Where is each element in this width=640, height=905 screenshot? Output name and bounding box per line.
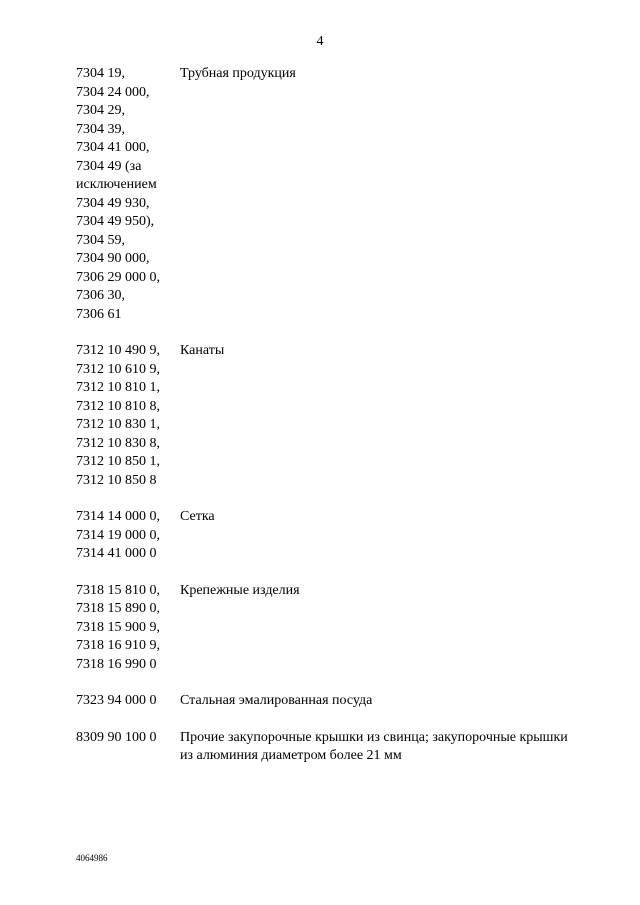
- entry-codes: [76, 729, 180, 766]
- entry-code: 7312 10 850 8: [76, 472, 157, 488]
- entry-description: Сетка: [180, 509, 215, 524]
- entry-code: 7312 10 490 9,: [76, 343, 160, 358]
- entry-enamel-cookware: [76, 692, 576, 711]
- entry-code: 7312 10 810 1,: [76, 380, 160, 395]
- entry-code: 7306 61: [76, 306, 122, 322]
- entry-pipe-products: [76, 65, 576, 324]
- entry-code: 8309 90 100 0: [76, 729, 157, 745]
- entry-ropes: [76, 342, 576, 490]
- entry-codes: [76, 508, 180, 564]
- entry-description: Крепежные изделия: [180, 582, 300, 598]
- entry-code: 7304 49 930,: [76, 195, 150, 211]
- entry-codes: [76, 342, 180, 490]
- entry-code: 7318 16 990 0: [76, 656, 157, 672]
- entry-code: 7314 14 000 0,: [76, 509, 160, 524]
- entry-code: 7318 15 900 9,: [76, 619, 160, 635]
- entry-code: 7318 16 910 9,: [76, 638, 160, 653]
- entry-code: 7312 10 830 8,: [76, 435, 160, 451]
- entry-code: 7304 49 (за: [76, 158, 142, 174]
- entry-code: 7304 59,: [76, 232, 125, 248]
- entry-description: Трубная продукция: [180, 66, 296, 81]
- entry-code: 7312 10 810 8,: [76, 398, 160, 414]
- entry-description: Стальная эмалированная посуда: [180, 693, 373, 708]
- entry-description: Прочие закупорочные крышки из свинца; закупорочные крышки из алюминия диаметром более 21 мм: [180, 729, 568, 763]
- entry-code: 7304 39,: [76, 121, 125, 137]
- page-number: 4: [316, 34, 324, 49]
- entry-code: 7306 30,: [76, 288, 125, 303]
- entry-code: 7306 29 000 0,: [76, 269, 160, 285]
- entry-code: 7304 90 000,: [76, 251, 150, 266]
- entry-code: 7318 15 890 0,: [76, 601, 160, 616]
- entry-code: 7314 41 000 0: [76, 546, 157, 561]
- entry-codes: [76, 692, 180, 711]
- entry-code: 7304 49 950),: [76, 214, 155, 229]
- entry-code: 7312 10 850 1,: [76, 454, 160, 469]
- entry-code: 7318 15 810 0,: [76, 582, 160, 598]
- entry-code: 7312 10 830 1,: [76, 417, 160, 432]
- entry-fasteners: [76, 582, 576, 675]
- entry-description: Канаты: [180, 343, 225, 358]
- entry-code: 7304 24 000,: [76, 84, 150, 100]
- entry-code: 7304 19,: [76, 66, 125, 81]
- entry-code: 7304 41 000,: [76, 140, 150, 155]
- entry-code: 7312 10 610 9,: [76, 361, 160, 377]
- entry-code: 7314 19 000 0,: [76, 527, 160, 543]
- entry-closures: [76, 729, 576, 766]
- entry-mesh: [76, 508, 576, 564]
- entry-code: 7323 94 000 0: [76, 693, 157, 708]
- document-id: 4064986: [76, 853, 108, 863]
- entry-codes: [76, 582, 180, 675]
- tariff-entries: [76, 65, 576, 784]
- entry-code: 7304 29,: [76, 103, 125, 118]
- entry-codes: [76, 65, 180, 324]
- entry-code: исключением: [76, 177, 157, 192]
